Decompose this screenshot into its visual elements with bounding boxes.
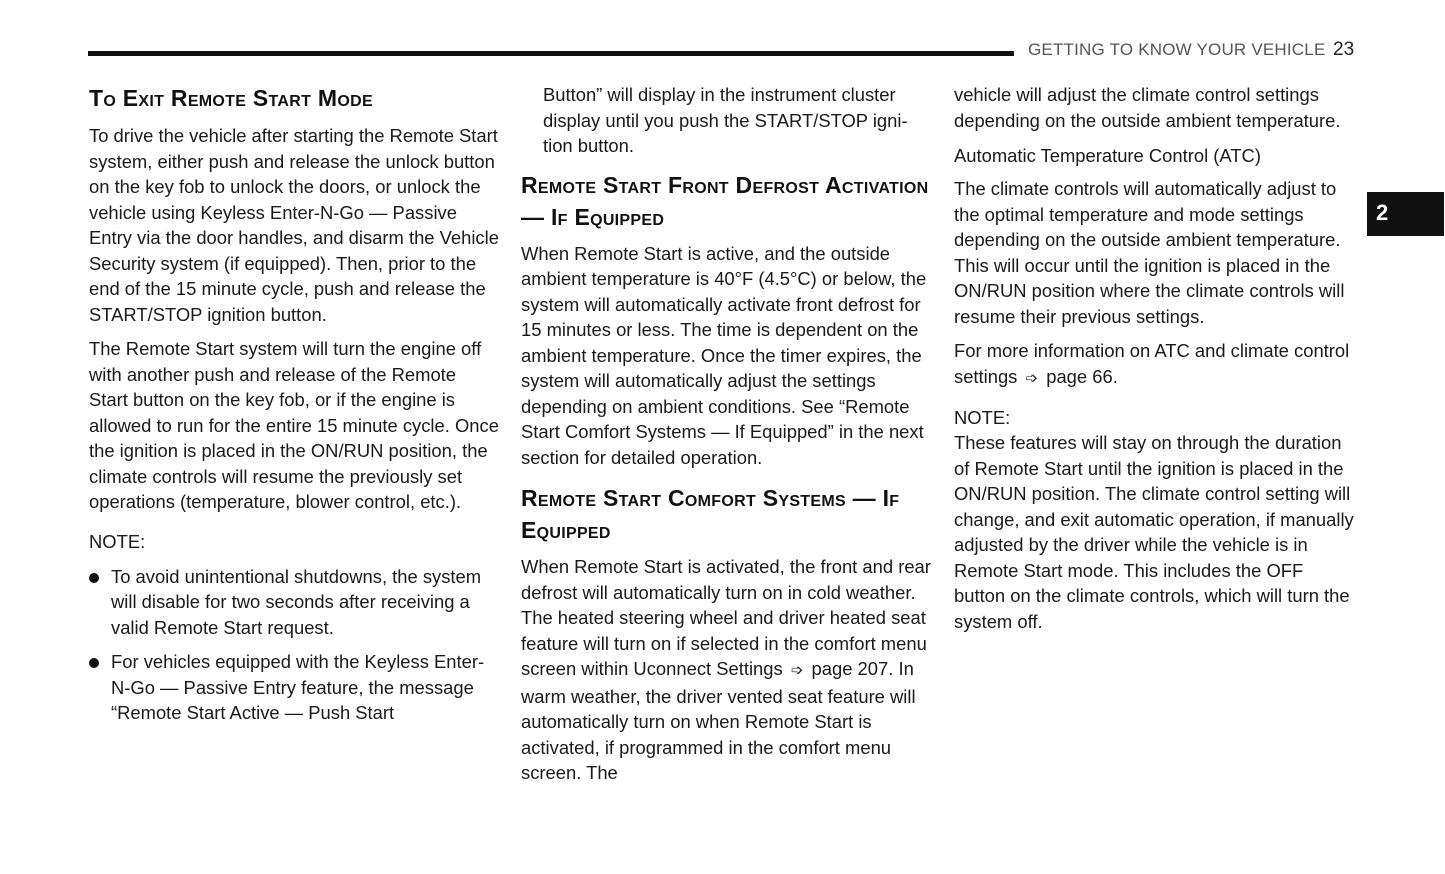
list-item-text: To avoid unintentional shutdowns, the system will disable for two seconds after receiving a valid Remote Start request. [111, 565, 482, 638]
note-text: These features will stay on through the duration of Remote Start until the ignition is placed in the ON/RUN position. The climate control setting will change, and exit automatic operation, if manually adjusted by the driver while the vehicle is in Remote Start mode. This includes the OFF button on the climate controls, which will turn the system off. [954, 432, 1354, 632]
bullet-icon [89, 573, 99, 583]
note-label: NOTE: [89, 530, 146, 552]
paragraph: The climate controls will automatically adjust to the optimal temperature and mode settings depending on the outside ambient temperature. This will occur until the ignition is placed in the ON/RUN position where the climate controls will resume their previous settings. [954, 178, 1345, 327]
column-1 [89, 82, 499, 735]
section-heading: Remote Start Comfort Systems — If Equipped [521, 485, 900, 543]
bullet-icon [89, 658, 99, 668]
paragraph-text: For more information on ATC and climate control settings [954, 340, 1350, 387]
paragraph-text: . In warm weather, the driver vented seat feature will automatically turn on when Remote Start is activated, if programmed in the comfort menu screen. The [521, 658, 916, 783]
chapter-tab[interactable]: 2 [1367, 192, 1444, 236]
page-reference-link[interactable]: page 207 [811, 658, 889, 679]
paragraph [954, 338, 1359, 391]
bullet-list [89, 564, 499, 726]
paragraph [521, 554, 931, 786]
header-rule [88, 51, 1014, 56]
paragraph: The Remote Start system will turn the engine off with another push and release of the Remote Start button on the key fob, or if the engine is allowed to run for the entire 15 minute cycle. Once the ignition is placed in the ON/RUN position, the climate controls will resume the previously set operations (temperature, blower control, etc.). [89, 338, 499, 512]
paragraph: When Remote Start is active, and the outside ambient temperature is 40°F (4.5°C) or below, the system will automatically activate front defrost for 15 minutes or less. The time is dependent on the ambient temperature. Once the timer expires, the system will automatically adjust the settings depending on ambient conditions. See “Remote Start Comfort Systems — If Equipped” in the next section for detailed operation. [521, 242, 927, 468]
section-heading: To Exit Remote Start Mode [89, 85, 373, 111]
list-item [89, 649, 499, 726]
paragraph-text: When Remote Start is activated, the front and rear defrost will automatically turn on in cold weather. The heated steering wheel and driver heated seat feature will turn on if selected in the comfort menu screen within Uconnect Settings [521, 556, 931, 679]
page-reference-arrow-icon: ➩ [790, 662, 804, 679]
paragraph: To drive the vehicle after starting the Remote Start system, either push and release the unlock button on the key fob to unlock the doors, or unlock the vehicle using Keyless Enter-N-Go — Passive Entry via the door handles, and disarm the Vehicle Security system (if equipped). Then, prior to the end of the 15 minute cycle, push and release the START/STOP ignition button. [89, 125, 499, 325]
continued-paragraph: vehicle will adjust the climate control settings depending on the outside ambient temperature. [954, 84, 1341, 131]
page-number: 23 [1333, 39, 1355, 60]
paragraph-text: . [1112, 365, 1118, 387]
list-item-text: For vehicles equipped with the Keyless Enter-N-Go — Passive Entry feature, the message “Remote Start Active — Push Start [111, 651, 485, 723]
list-item [89, 564, 499, 641]
subheading: Automatic Temperature Control (ATC) [954, 145, 1261, 166]
continued-bullet-text: Button” will display in the instrument cluster display until you push the START/STOP igni- tion button. [543, 84, 908, 156]
section-heading: Remote Start Front Defrost Activation — If Equipped [521, 171, 929, 230]
column-3 [954, 82, 1359, 643]
page-reference-arrow-icon: ➩ [1025, 369, 1039, 387]
note-label: NOTE: [954, 407, 1011, 428]
page-reference-link[interactable]: page 66 [1046, 365, 1113, 387]
column-2 [521, 82, 931, 795]
header-section-title: GETTING TO KNOW YOUR VEHICLE [1028, 40, 1326, 59]
